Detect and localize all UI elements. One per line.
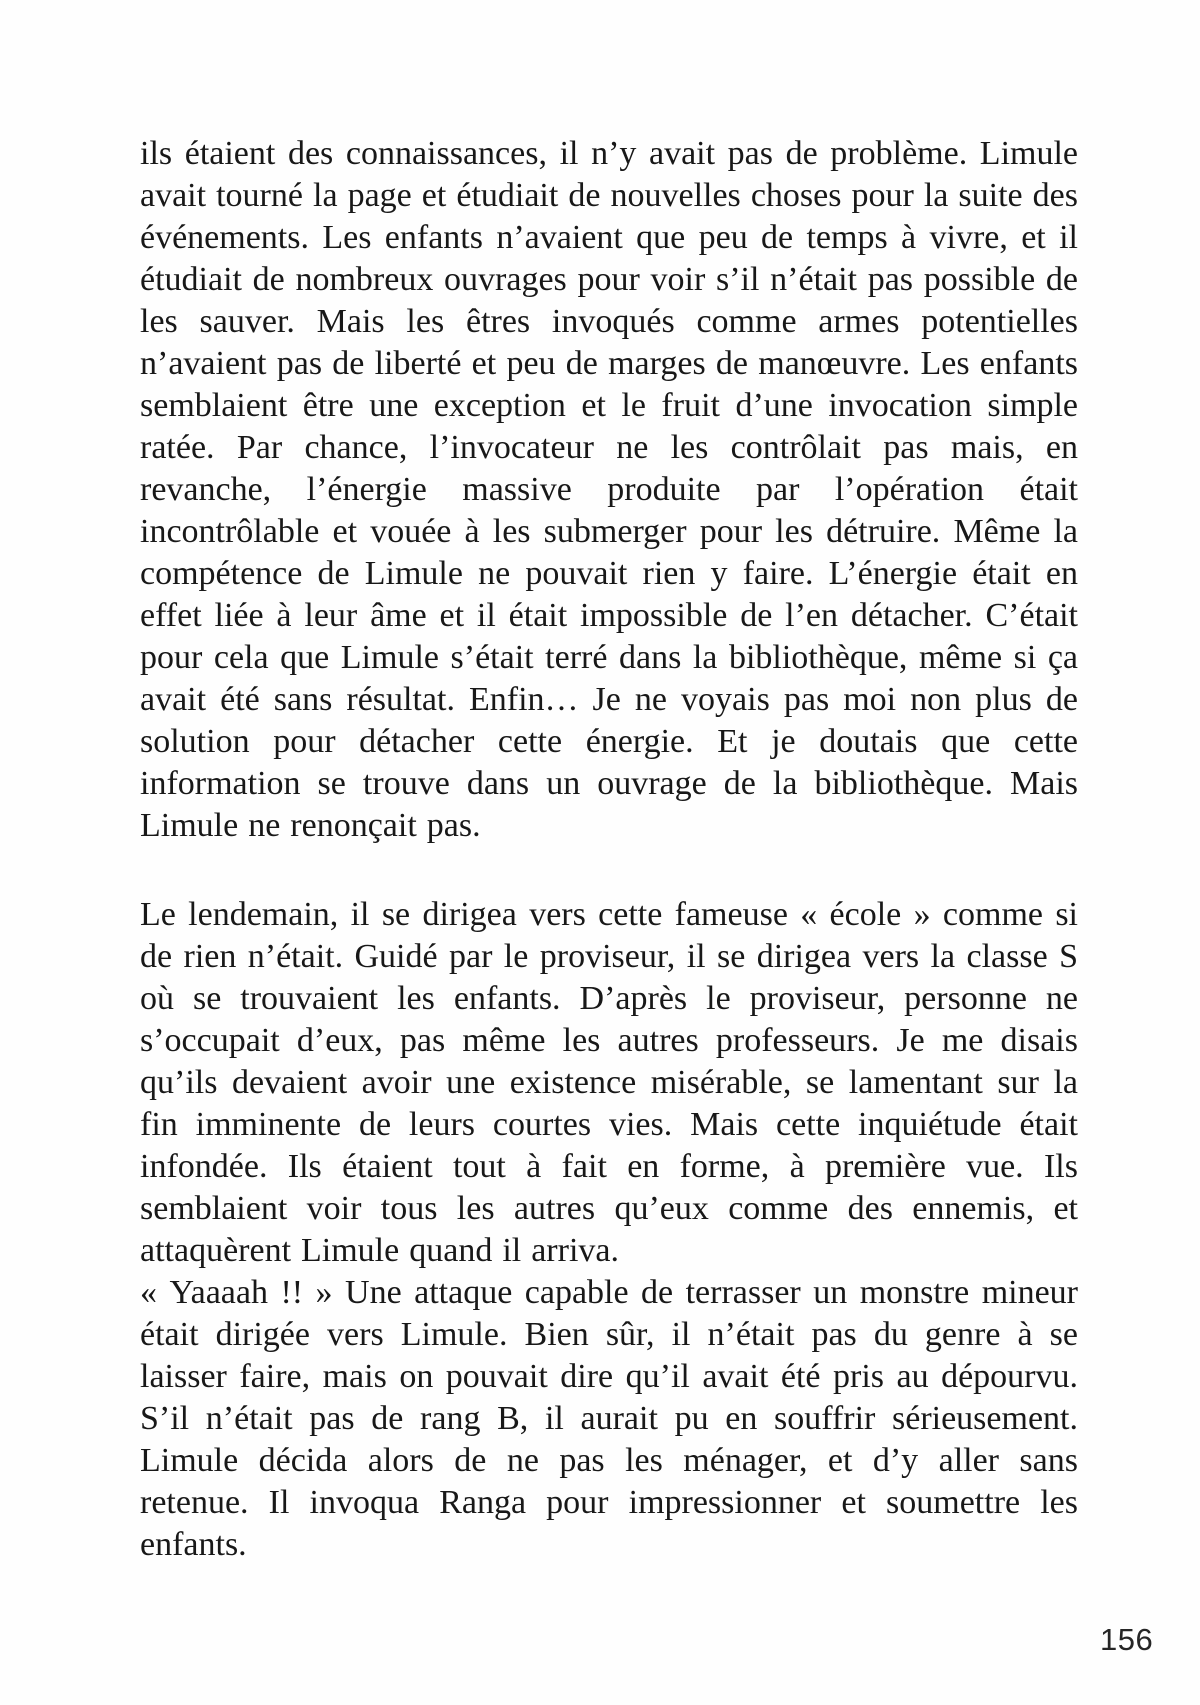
- body-text: [140, 133, 1078, 1566]
- paragraph-1: ils étaient des connaissances, il n’y avait pas de problème. Limule avait tourné la page et étudiait de nouvelles choses pour la suite des événements. Les enfants n’avaient que peu de temps à vivre, et il étudiait de nombreux ouvrages pour voir s’il n’était pas possible de les sauver. Mais les êtres invoqués comme armes potentielles n’avaient pas de liberté et peu de marges de manœuvre. Les enfants semblaient être une exception et le fruit d’une invocation simple ratée. Par chance, l’invocateur ne les contrôlait pas mais, en revanche, l’énergie massive produite par l’opération était incontrôlable et vouée à les submerger pour les détruire. Même la compétence de Limule ne pouvait rien y faire. L’énergie était en effet liée à leur âme et il était impossible de l’en détacher. C’était pour cela que Limule s’était terré dans la bibliothèque, même si ça avait été sans résultat. Enfin… Je ne voyais pas moi non plus de solution pour détacher cette énergie. Et je doutais que cette information se trouve dans un ouvrage de la bibliothèque. Mais Limule ne renonçait pas.: [140, 135, 1078, 844]
- paragraph-3: « Yaaaah !! » Une attaque capable de terrasser un monstre mineur était dirigée vers Limule. Bien sûr, il n’était pas du genre à se laisser faire, mais on pouvait dire qu’il avait été pris au dépourvu. S’il n’était pas de rang B, il aurait pu en souffrir sérieusement. Limule décida alors de ne pas les ménager, et d’y aller sans retenue. Il invoqua Ranga pour impressionner et soumettre les enfants.: [140, 1274, 1078, 1563]
- paragraph-2: Le lendemain, il se dirigea vers cette fameuse « école » comme si de rien n’était. Guidé par le proviseur, il se dirigea vers la classe S où se trouvaient les enfants. D’après le proviseur, personne ne s’occupait d’eux, pas même les autres professeurs. Je me disais qu’ils devaient avoir une existence misérable, se lamentant sur la fin imminente de leurs courtes vies. Mais cette inquiétude était infondée. Ils étaient tout à fait en forme, à première vue. Ils semblaient voir tous les autres qu’eux comme des ennemis, et attaquèrent Limule quand il arriva.: [140, 896, 1078, 1269]
- page-number: 156: [1100, 1622, 1154, 1657]
